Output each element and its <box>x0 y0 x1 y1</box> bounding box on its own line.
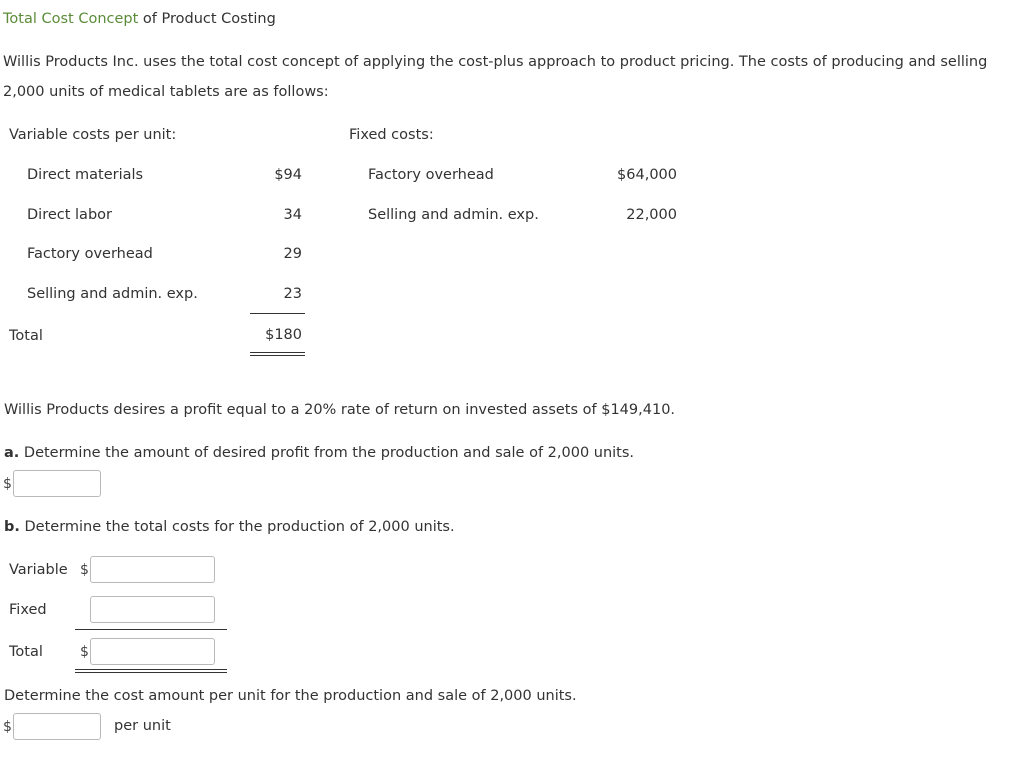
question-c-text: Determine the cost amount per unit for the production and sale of 2,000 units. <box>4 688 577 704</box>
variable-total-value: $180 <box>265 327 302 343</box>
title-rest: of Product Costing <box>138 11 276 27</box>
page-title <box>3 12 276 27</box>
variable-item-label: Direct labor <box>27 207 112 223</box>
question-b-letter: b. <box>4 519 20 535</box>
question-a <box>4 446 634 461</box>
variable-item-label: Selling and admin. exp. <box>27 286 198 302</box>
total-double-rule-bottom <box>75 672 227 673</box>
total-row-label: Total <box>9 644 43 660</box>
variable-row-label: Variable <box>9 562 68 578</box>
total-double-rule-top <box>75 669 227 670</box>
currency-symbol: $ <box>3 719 12 735</box>
subtotal-rule <box>250 313 305 314</box>
fixed-item-value: 22,000 <box>626 207 677 223</box>
fixed-cost-input[interactable] <box>90 596 215 623</box>
variable-item-label: Factory overhead <box>27 246 153 262</box>
fixed-row-label: Fixed <box>9 602 47 618</box>
fixed-item-label: Factory overhead <box>368 167 494 183</box>
variable-cost-input[interactable] <box>90 556 215 583</box>
fixed-costs-header: Fixed costs: <box>349 127 434 143</box>
currency-symbol: $ <box>80 562 89 578</box>
subtotal-rule <box>75 629 227 630</box>
variable-item-value: $94 <box>274 167 302 183</box>
variable-item-value: 29 <box>283 246 302 262</box>
title-link[interactable]: Total Cost Concept <box>3 11 139 27</box>
fixed-item-value: $64,000 <box>617 167 677 183</box>
total-double-rule-top <box>250 352 305 353</box>
profit-statement: Willis Products desires a profit equal to a 20% rate of return on invested assets of $149,410. <box>4 402 676 418</box>
intro-line-2: 2,000 units of medical tablets are as follows: <box>3 84 329 100</box>
variable-total-label: Total <box>9 328 43 344</box>
variable-item-value: 34 <box>283 207 302 223</box>
question-b-text: Determine the total costs for the production of 2,000 units. <box>19 519 455 535</box>
intro-line-1: Willis Products Inc. uses the total cost concept of applying the cost-plus approach to product pricing. The costs of producing and selling <box>3 54 988 70</box>
variable-item-value: 23 <box>283 286 302 302</box>
cost-per-unit-input[interactable] <box>13 713 101 740</box>
total-cost-input[interactable] <box>90 638 215 665</box>
currency-symbol: $ <box>80 644 89 660</box>
total-double-rule-bottom <box>250 355 305 356</box>
desired-profit-input[interactable] <box>13 470 101 497</box>
question-a-text: Determine the amount of desired profit from the production and sale of 2,000 units. <box>19 445 635 461</box>
question-a-letter: a. <box>4 445 20 461</box>
currency-symbol: $ <box>3 476 12 492</box>
question-b <box>4 520 455 535</box>
per-unit-label: per unit <box>114 718 171 734</box>
fixed-item-label: Selling and admin. exp. <box>368 207 539 223</box>
variable-costs-header: Variable costs per unit: <box>9 127 177 143</box>
variable-item-label: Direct materials <box>27 167 144 183</box>
